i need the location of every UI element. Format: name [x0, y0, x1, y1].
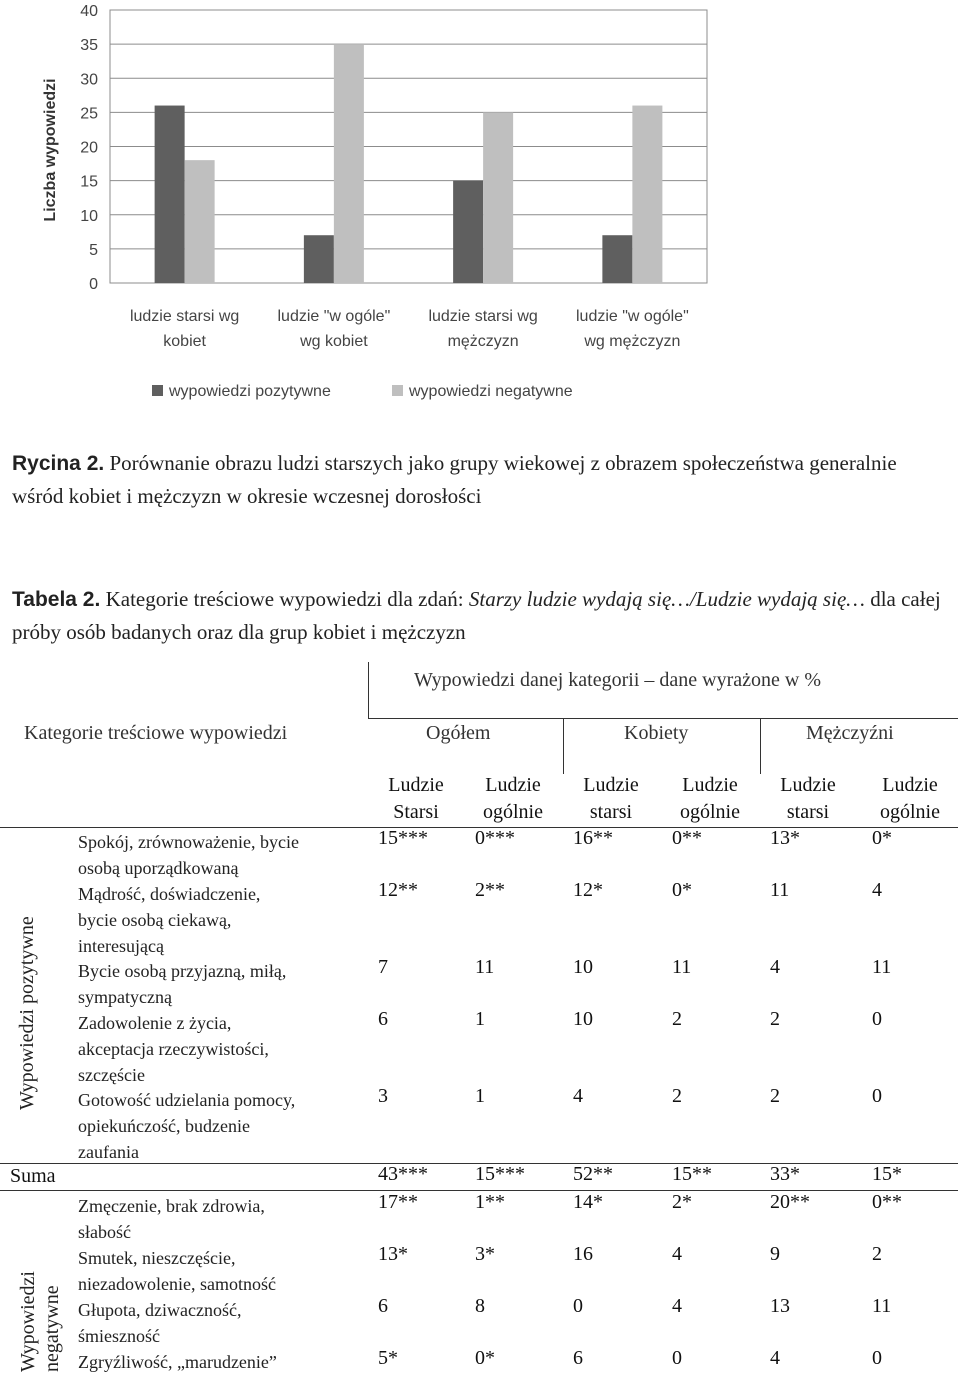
y-tick-label: 30 — [80, 71, 98, 89]
row-label-line: Zadowolenie z życia, — [78, 1013, 232, 1033]
column-subheader — [371, 772, 461, 826]
sum-row-value: 33* — [770, 1163, 800, 1185]
figure-caption-label: Rycina 2. — [12, 452, 105, 475]
column-subheader-line: ogólnie — [483, 801, 543, 823]
row-label-line: Spokój, zrównoważenie, bycie — [78, 832, 299, 852]
column-subheader-line: ogólnie — [680, 801, 740, 823]
negative-group-label — [16, 1271, 64, 1372]
negative-row-value: 0 — [573, 1295, 583, 1317]
row-label-line: słabość — [78, 1222, 131, 1242]
y-tick-label: 40 — [80, 3, 98, 20]
negative-group-label-line1: Wypowiedzi — [17, 1271, 39, 1372]
positive-row-value: 15*** — [378, 827, 428, 849]
group-header-total: Ogółem — [426, 722, 491, 744]
negative-row-value: 2 — [872, 1243, 882, 1265]
negative-row-value: 4 — [672, 1243, 682, 1265]
positive-row-value: 16** — [573, 827, 613, 849]
sum-row-value: 52** — [573, 1163, 613, 1185]
row-label-line: Zmęczenie, brak zdrowia, — [78, 1196, 265, 1216]
negative-row-value: 4 — [672, 1295, 682, 1317]
x-tick-label: wg mężczyzn — [584, 333, 681, 350]
column-subheader-line: Ludzie — [682, 774, 738, 796]
column-subheader-line: Ludzie — [780, 774, 836, 796]
positive-row-value: 2 — [770, 1085, 780, 1107]
positive-row-value: 4 — [872, 879, 882, 901]
negative-group-label-line2: negatywne — [41, 1285, 63, 1372]
negative-row-label — [78, 1193, 265, 1245]
row-label-line: Bycie osobą przyjazną, miłą, — [78, 961, 287, 981]
sum-row-value: 15** — [672, 1163, 712, 1185]
y-tick-label: 25 — [80, 105, 98, 123]
negative-row-value: 17** — [378, 1191, 418, 1213]
column-subheader-line: ogólnie — [880, 801, 940, 823]
positive-row-value: 10 — [573, 1008, 593, 1030]
positive-row-label — [78, 958, 286, 1010]
column-subheader-line: Ludzie — [388, 774, 444, 796]
sum-row-value: 15* — [872, 1163, 902, 1185]
negative-row-value: 16 — [573, 1243, 593, 1265]
positive-row-value: 2 — [672, 1008, 682, 1030]
positive-row-value: 11 — [672, 956, 692, 978]
positive-row-value: 0** — [672, 827, 702, 849]
row-label-line: Mądrość, doświadczenie, — [78, 884, 261, 904]
positive-row-value: 13* — [770, 827, 800, 849]
row-label-line: Smutek, nieszczęście, — [78, 1248, 236, 1268]
positive-row-value: 4 — [770, 956, 780, 978]
x-tick-label: ludzie starsi wg — [129, 308, 240, 325]
row-label-line: szczęście — [78, 1065, 145, 1085]
negative-row-value: 0* — [475, 1347, 495, 1369]
negative-row-value: 14* — [573, 1191, 603, 1213]
legend-label-negative: wypowiedzi negatywne — [409, 383, 573, 400]
negative-row-value: 13* — [378, 1243, 408, 1265]
positive-row-label — [78, 1010, 269, 1088]
negative-row-label — [78, 1245, 276, 1297]
positive-row-value: 0*** — [475, 827, 515, 849]
negative-row-label — [78, 1297, 241, 1349]
positive-row-value: 11 — [872, 956, 892, 978]
column-subheader-line: Ludzie — [882, 774, 938, 796]
table-caption-label: Tabela 2. — [12, 588, 101, 611]
column-subheader — [665, 772, 755, 826]
row-label-line: Gotowość udzielania pomocy, — [78, 1090, 296, 1110]
row-label-line: bycie osobą ciekawą, — [78, 910, 232, 930]
positive-group-label: Wypowiedzi pozytywne — [16, 916, 38, 1110]
row-label-line: osobą uporządkowaną — [78, 858, 239, 878]
column-subheader — [865, 772, 955, 826]
negative-row-value: 6 — [573, 1347, 583, 1369]
x-tick-label: ludzie "w ogóle" — [277, 308, 391, 325]
negative-row-value: 1** — [475, 1191, 505, 1213]
y-tick-label: 35 — [80, 37, 98, 55]
positive-row-value: 0 — [872, 1008, 882, 1030]
positive-row-value: 2 — [672, 1085, 682, 1107]
x-tick-label: mężczyzn — [447, 333, 519, 350]
chart-y-axis-label: Liczba wypowiedzi — [42, 78, 59, 222]
legend-label-positive: wypowiedzi pozytywne — [169, 383, 331, 400]
column-subheader — [763, 772, 853, 826]
negative-row-value: 4 — [770, 1347, 780, 1369]
positive-row-label — [78, 1087, 295, 1165]
positive-row-value: 2** — [475, 879, 505, 901]
table-caption-italic: Starzy ludzie wydają się…/Ludzie wydają się… — [468, 587, 865, 611]
positive-row-value: 3 — [378, 1085, 388, 1107]
x-tick-label: ludzie "w ogóle" — [575, 308, 689, 325]
column-subheader-line: Ludzie — [583, 774, 639, 796]
row-label-line: Zgryźliwość, „marudzenie” — [78, 1352, 277, 1372]
table-caption-text1: Kategorie treściowe wypowiedzi dla zdań: — [100, 587, 469, 611]
row-label-line: akceptacja rzeczywistości, — [78, 1039, 269, 1059]
row-label-line: niezadowolenie, samotność — [78, 1274, 276, 1294]
positive-row-value: 1 — [475, 1085, 485, 1107]
positive-row-value: 12* — [573, 879, 603, 901]
positive-row-value: 11 — [475, 956, 495, 978]
positive-row-value: 6 — [378, 1008, 388, 1030]
positive-row-value: 10 — [573, 956, 593, 978]
x-tick-label: kobiet — [163, 333, 206, 350]
column-subheader — [468, 772, 558, 826]
sum-row-value: 15*** — [475, 1163, 525, 1185]
positive-row-value: 12** — [378, 879, 418, 901]
y-tick-label: 10 — [80, 207, 98, 225]
positive-row-value: 0* — [872, 827, 892, 849]
negative-row-value: 13 — [770, 1295, 790, 1317]
category-header: Kategorie treściowe wypowiedzi — [24, 722, 288, 744]
row-label-line: zaufania — [78, 1142, 139, 1162]
column-subheader — [566, 772, 656, 826]
row-label-line: opiekuńczość, budzenie — [78, 1116, 250, 1136]
group-header-men: Mężczyźni — [806, 722, 894, 744]
positive-row-label — [78, 829, 299, 881]
negative-row-value: 0 — [672, 1347, 682, 1369]
negative-row-value: 0 — [872, 1347, 882, 1369]
negative-row-value: 6 — [378, 1295, 388, 1317]
positive-row-label — [78, 881, 260, 959]
group-header-women: Kobiety — [624, 722, 689, 744]
figure-caption-text: Porównanie obrazu ludzi starszych jako grupy wiekowej z obrazem społeczeństwa generalnie wśród kobiet i mężczyzn w okresie wczesnej dorosłości — [12, 451, 897, 508]
negative-row-value: 0** — [872, 1191, 902, 1213]
negative-row-label — [78, 1349, 277, 1375]
row-label-line: Głupota, dziwaczność, — [78, 1300, 242, 1320]
column-subheader-line: starsi — [589, 801, 633, 823]
sum-row-value: 43*** — [378, 1163, 428, 1185]
column-subheader-line: Ludzie — [485, 774, 541, 796]
y-tick-label: 0 — [89, 276, 98, 293]
row-label-line: śmieszność — [78, 1326, 160, 1346]
row-label-line: interesującą — [78, 936, 164, 956]
x-tick-label: wg kobiet — [300, 333, 368, 350]
column-subheader-line: Starsi — [393, 801, 439, 823]
table-caption-text2: dla całej próby osób badanych oraz dla grup kobiet i mężczyzn — [12, 587, 941, 644]
x-tick-label: ludzie starsi wg — [428, 308, 538, 325]
negative-row-value: 3* — [475, 1243, 495, 1265]
positive-row-value: 11 — [770, 879, 790, 901]
positive-row-value: 1 — [475, 1008, 485, 1030]
negative-row-value: 8 — [475, 1295, 485, 1317]
negative-row-value: 5* — [378, 1347, 398, 1369]
negative-row-value: 20** — [770, 1191, 810, 1213]
y-tick-label: 15 — [80, 173, 98, 191]
row-label-line: sympatyczną — [78, 987, 172, 1007]
negative-row-value: 11 — [872, 1295, 892, 1317]
column-subheader-line: starsi — [786, 801, 830, 823]
negative-row-value: 2* — [672, 1191, 692, 1213]
negative-row-value: 9 — [770, 1243, 780, 1265]
positive-row-value: 7 — [378, 956, 388, 978]
positive-row-value: 4 — [573, 1085, 583, 1107]
span-header: Wypowiedzi danej kategorii – dane wyrażone w % — [414, 669, 821, 691]
positive-row-value: 2 — [770, 1008, 780, 1030]
sum-row-label: Suma — [10, 1165, 56, 1187]
y-tick-label: 5 — [89, 241, 98, 259]
positive-row-value: 0* — [672, 879, 692, 901]
y-tick-label: 20 — [80, 139, 98, 157]
positive-row-value: 0 — [872, 1085, 882, 1107]
